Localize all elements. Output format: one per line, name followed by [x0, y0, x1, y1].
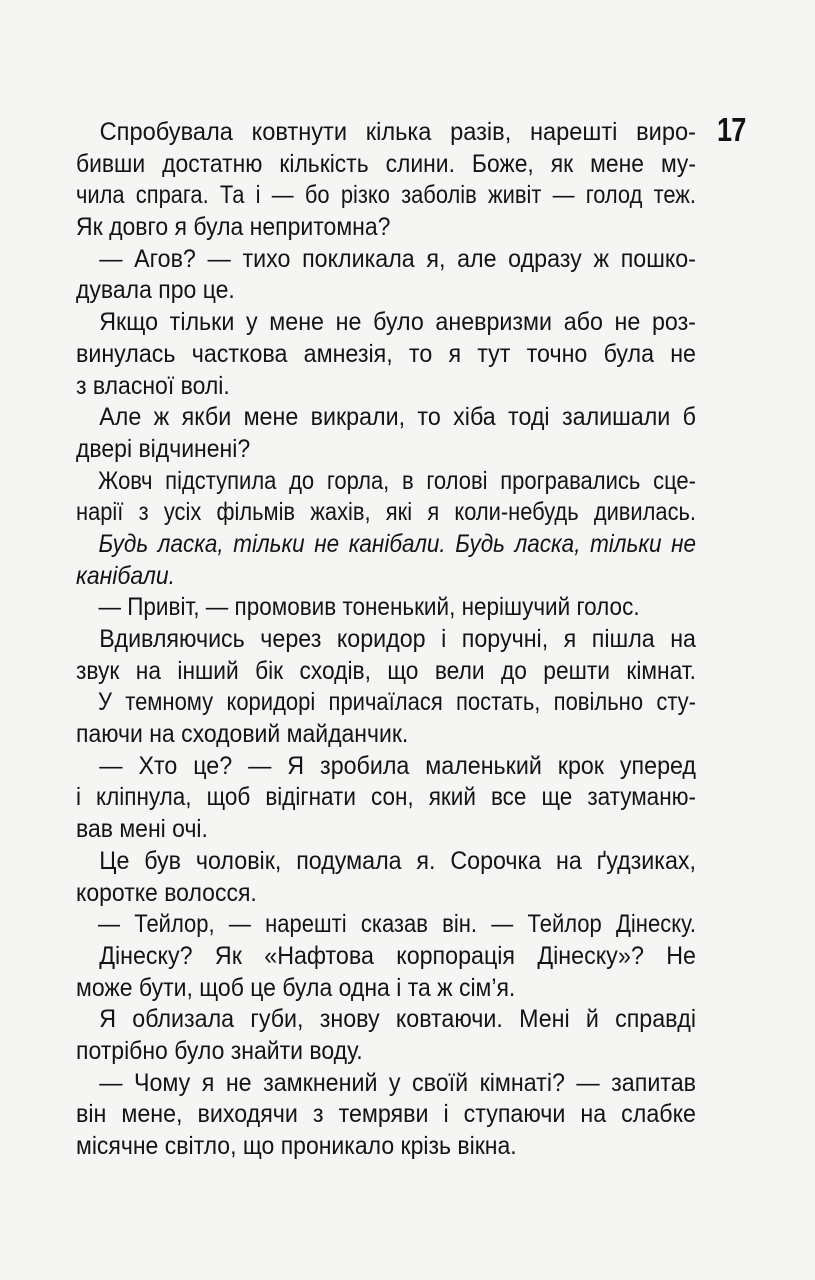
text-line: Якщо тільки у мене не було аневризми або не роз-: [99, 308, 696, 337]
text-line: — Агов? — тихо покликала я, але одразу ж пошко-: [99, 244, 696, 273]
text-line: Я облизала губи, знову ковтаючи. Мені й справді: [99, 1005, 696, 1034]
text-line: звук на інший бік сходів, що вели до решти кімнат.: [76, 656, 696, 685]
text-line: двері відчинені?: [76, 434, 251, 463]
text-line: канібали.: [76, 561, 176, 590]
text-line: — Привіт, — промовив тоненький, нерішучий голос.: [98, 593, 640, 622]
text-line: коротке волосся.: [76, 878, 257, 907]
text-line: — Чому я не замкнений у своїй кімнаті? — запитав: [99, 1068, 696, 1097]
text-line: У темному коридорі причаїлася постать, повільно сту-: [98, 688, 696, 717]
body-text: [76, 117, 696, 1163]
text-line: бивши достатню кількість слини. Боже, як мене му-: [76, 149, 696, 178]
text-line: чила спрага. Та і — бо різко заболів живіт — голод теж.: [76, 181, 696, 210]
text-line: вав мені очі.: [76, 815, 208, 844]
text-line: Але ж якби мене викрали, то хіба тоді залишали б: [99, 403, 696, 432]
text-line: потрібно було знайти воду.: [76, 1036, 363, 1065]
text-line: Будь ласка, тільки не канібали. Будь ласка, тільки не: [98, 529, 696, 558]
text-line: Це був чоловік, подумала я. Сорочка на ґудзиках,: [99, 846, 696, 875]
text-line: з власної волі.: [76, 371, 230, 400]
text-line: винулась часткова амнезія, то я тут точно була не: [76, 339, 696, 368]
text-line: — Тейлор, — нарешті сказав він. — Тейлор Дінеску.: [98, 910, 696, 939]
text-line: Як довго я була непритомна?: [76, 213, 391, 242]
text-line: і кліпнула, щоб відігнати сон, який все ще затуманю-: [76, 783, 696, 812]
text-line: Дінеску? Як «Нафтова корпорація Дінеску»? Не: [99, 941, 696, 970]
page-number: 17: [717, 111, 746, 148]
text-line: — Хто це? — Я зробила маленький крок уперед: [99, 751, 696, 780]
text-line: дувала про це.: [76, 276, 235, 305]
text-line: він мене, виходячи з темряви і ступаючи на слабке: [76, 1100, 696, 1129]
text-line: Жовч підступила до горла, в голові програвались сце-: [98, 466, 696, 495]
text-line: Вдивляючись через коридор і поручні, я пішла на: [99, 625, 696, 653]
text-line: Спробувала ковтнути кілька разів, нарешті виро-: [99, 118, 696, 146]
text-line: місячне світло, що проникало крізь вікна.: [76, 1132, 517, 1160]
text-line: може бути, щоб це була одна і та ж сім’я.: [76, 973, 516, 1002]
text-line: нарії з усіх фільмів жахів, які я коли-небудь дивилась.: [76, 498, 696, 527]
text-line: паючи на сходовий майданчик.: [76, 720, 409, 749]
